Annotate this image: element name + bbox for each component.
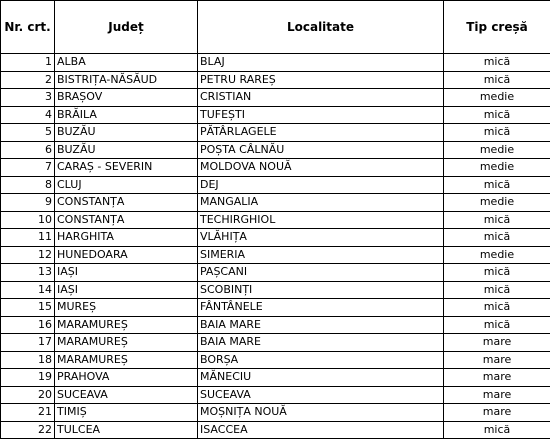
cell-judet: CONSTANȚA	[55, 194, 198, 212]
cell-nr-crt: 8	[1, 176, 55, 194]
table-row	[1, 404, 550, 422]
cell-localitate: SUCEAVA	[198, 386, 444, 404]
cell-tip-cresa: mare	[444, 404, 550, 422]
cell-localitate: FÂNTÂNELE	[198, 299, 444, 317]
table-row	[1, 124, 550, 142]
cell-tip-cresa: medie	[444, 159, 550, 177]
table-row	[1, 229, 550, 247]
table-row	[1, 54, 550, 72]
table-row	[1, 176, 550, 194]
cell-tip-cresa: mică	[444, 421, 550, 439]
cell-localitate: TUFEȘTI	[198, 106, 444, 124]
table-row	[1, 264, 550, 282]
table-row	[1, 141, 550, 159]
cell-judet: CONSTANȚA	[55, 211, 198, 229]
cell-localitate: BLAJ	[198, 54, 444, 72]
cell-tip-cresa: medie	[444, 141, 550, 159]
table-row	[1, 334, 550, 352]
cell-judet: BISTRIȚA-NĂSĂUD	[55, 71, 198, 89]
header-row	[1, 1, 550, 54]
cell-nr-crt: 19	[1, 369, 55, 387]
cell-nr-crt: 12	[1, 246, 55, 264]
cell-nr-crt: 10	[1, 211, 55, 229]
cell-localitate: SCOBINȚI	[198, 281, 444, 299]
cell-judet: MUREȘ	[55, 299, 198, 317]
cell-nr-crt: 15	[1, 299, 55, 317]
table-row	[1, 369, 550, 387]
cell-judet: MARAMUREȘ	[55, 334, 198, 352]
cell-judet: SUCEAVA	[55, 386, 198, 404]
cell-nr-crt: 18	[1, 351, 55, 369]
cell-judet: IAȘI	[55, 281, 198, 299]
table-row	[1, 246, 550, 264]
table-row	[1, 194, 550, 212]
header-localitate: Localitate	[198, 1, 444, 54]
cell-nr-crt: 21	[1, 404, 55, 422]
cell-nr-crt: 22	[1, 421, 55, 439]
cell-judet: IAȘI	[55, 264, 198, 282]
table-row	[1, 71, 550, 89]
table-row	[1, 89, 550, 107]
cell-tip-cresa: mică	[444, 211, 550, 229]
cell-judet: CLUJ	[55, 176, 198, 194]
table-body	[1, 54, 550, 439]
cell-localitate: CRISTIAN	[198, 89, 444, 107]
cell-localitate: VLĂHIȚA	[198, 229, 444, 247]
cell-judet: ALBA	[55, 54, 198, 72]
cell-nr-crt: 9	[1, 194, 55, 212]
cell-nr-crt: 13	[1, 264, 55, 282]
cell-judet: MARAMUREȘ	[55, 351, 198, 369]
cell-localitate: TECHIRGHIOL	[198, 211, 444, 229]
cell-localitate: MĂNECIU	[198, 369, 444, 387]
cell-tip-cresa: mică	[444, 299, 550, 317]
cell-judet: MARAMUREȘ	[55, 316, 198, 334]
cell-judet: TULCEA	[55, 421, 198, 439]
table-row	[1, 386, 550, 404]
cell-tip-cresa: mică	[444, 316, 550, 334]
cell-nr-crt: 11	[1, 229, 55, 247]
cell-judet: TIMIȘ	[55, 404, 198, 422]
cell-localitate: MOȘNIȚA NOUĂ	[198, 404, 444, 422]
cell-judet: BRAȘOV	[55, 89, 198, 107]
cell-localitate: PETRU RAREȘ	[198, 71, 444, 89]
header-tip-cresa: Tip creșă	[444, 1, 550, 54]
cell-nr-crt: 16	[1, 316, 55, 334]
cell-tip-cresa: mică	[444, 229, 550, 247]
cell-localitate: PĂTÂRLAGELE	[198, 124, 444, 142]
table-row	[1, 316, 550, 334]
cell-nr-crt: 6	[1, 141, 55, 159]
cell-tip-cresa: mare	[444, 334, 550, 352]
cell-judet: BUZĂU	[55, 141, 198, 159]
cell-judet: HARGHITA	[55, 229, 198, 247]
cell-localitate: BAIA MARE	[198, 334, 444, 352]
cell-nr-crt: 14	[1, 281, 55, 299]
table-row	[1, 299, 550, 317]
cell-tip-cresa: mare	[444, 386, 550, 404]
table-row	[1, 106, 550, 124]
cell-tip-cresa: mică	[444, 54, 550, 72]
cell-nr-crt: 1	[1, 54, 55, 72]
cell-localitate: PAȘCANI	[198, 264, 444, 282]
table-row	[1, 421, 550, 439]
cell-localitate: MANGALIA	[198, 194, 444, 212]
cell-nr-crt: 7	[1, 159, 55, 177]
cell-tip-cresa: medie	[444, 194, 550, 212]
cell-tip-cresa: mică	[444, 176, 550, 194]
cell-nr-crt: 4	[1, 106, 55, 124]
cell-nr-crt: 2	[1, 71, 55, 89]
cell-localitate: ISACCEA	[198, 421, 444, 439]
cell-judet: HUNEDOARA	[55, 246, 198, 264]
cell-tip-cresa: mică	[444, 264, 550, 282]
table-row	[1, 351, 550, 369]
cell-tip-cresa: mare	[444, 369, 550, 387]
cell-localitate: BAIA MARE	[198, 316, 444, 334]
cell-tip-cresa: mică	[444, 106, 550, 124]
cell-localitate: SIMERIA	[198, 246, 444, 264]
cell-judet: PRAHOVA	[55, 369, 198, 387]
cell-localitate: MOLDOVA NOUĂ	[198, 159, 444, 177]
cell-localitate: DEJ	[198, 176, 444, 194]
table-row	[1, 281, 550, 299]
cell-judet: CARAȘ - SEVERIN	[55, 159, 198, 177]
cell-tip-cresa: mică	[444, 124, 550, 142]
cell-nr-crt: 3	[1, 89, 55, 107]
table-row	[1, 159, 550, 177]
cell-judet: BRĂILA	[55, 106, 198, 124]
cell-localitate: POȘTA CÂLNĂU	[198, 141, 444, 159]
cell-tip-cresa: mică	[444, 281, 550, 299]
table-row	[1, 211, 550, 229]
cell-nr-crt: 5	[1, 124, 55, 142]
cell-tip-cresa: medie	[444, 246, 550, 264]
cell-judet: BUZĂU	[55, 124, 198, 142]
header-nr-crt: Nr. crt.	[1, 1, 55, 54]
cell-nr-crt: 20	[1, 386, 55, 404]
header-judet: Județ	[55, 1, 198, 54]
cell-localitate: BORȘA	[198, 351, 444, 369]
cell-tip-cresa: mare	[444, 351, 550, 369]
cell-tip-cresa: mică	[444, 71, 550, 89]
cell-tip-cresa: medie	[444, 89, 550, 107]
cell-nr-crt: 17	[1, 334, 55, 352]
